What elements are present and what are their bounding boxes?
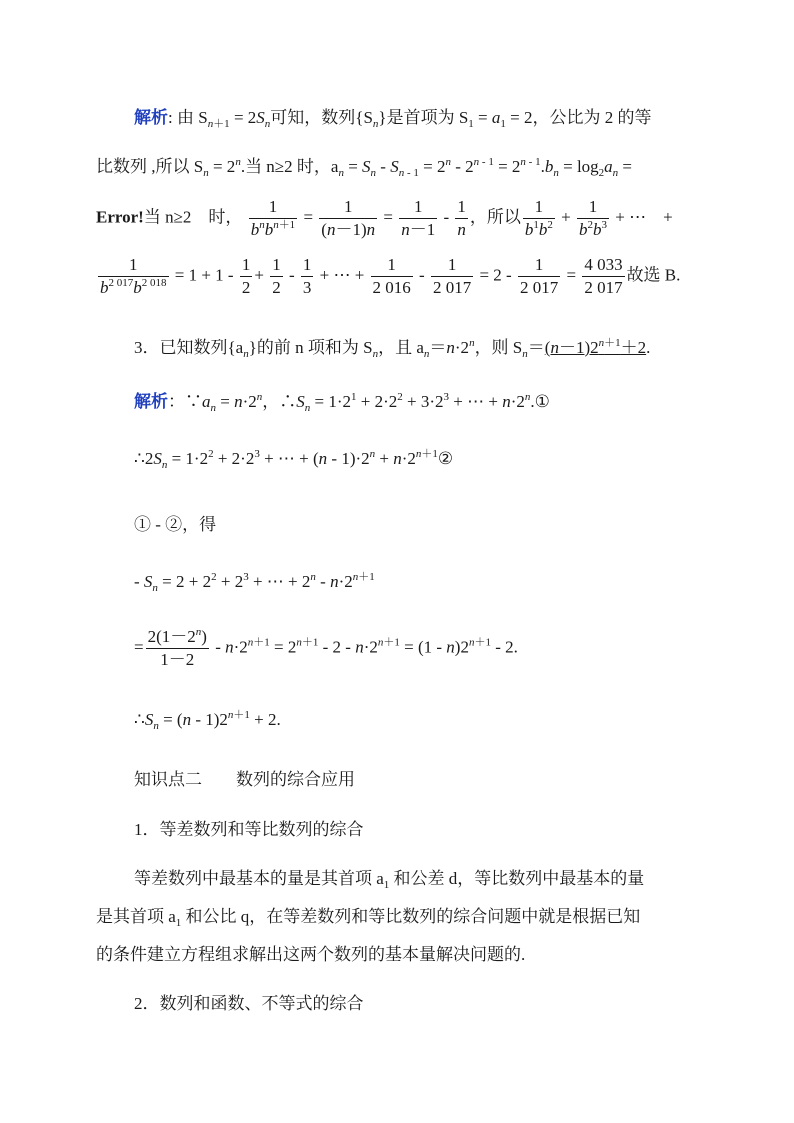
fraction: $\frac{1}{2 017}$ xyxy=(432,255,472,297)
problem-3: 3．已知数列$\{a_n\}$的前 n 项和为 $S_n$，且 $a_n=n\cdot 2^n$，则 $S_n=(n-1)2^{n+1}+2$. xyxy=(134,337,651,360)
fraction: $\frac{1}{b^{2 017}b^{2 018}}$ xyxy=(100,255,167,297)
paragraph-line-1: 等差数列中最基本的量是其首项 $a_1$ 和公差 d，等比数列中最基本的量 xyxy=(134,869,645,891)
solution-line-11: $\therefore S_n = (n - 1)2^{n+1} + 2$. xyxy=(134,709,281,732)
solution-line-6: 解析：$\because a_n = n\cdot 2^n$，$\therefore S_n = 1\cdot 2^1 + 2\cdot 2^2 + 3\cdot 2^3$ + ⋯ + $n\cdot 2^n.①$ xyxy=(134,391,550,414)
solution-line-2: 比数列 ,所以 $S_n = 2^n$.当 n≥2 时，$a_n = S_n - S_{n - 1} = 2^n - 2^{n - 1} = 2^{n - 1}.b_n = \log_2a_n$ = xyxy=(96,156,633,179)
subsection-2-title: 2．数列和函数、不等式的综合 xyxy=(134,994,364,1013)
fraction: $\frac{1}{2 016}$ xyxy=(372,255,411,297)
solution-line-3: Error!当 n≥2 时， $\frac{1}{b^nb^{n+1}}$ = $\frac{1}{(n-1)n}$ = $\frac{1}{n-1}$ - $\frac{1}{n}$ ，所以 $\frac{1}{b^1b^2}$ + $\frac{1}{b^2b^3}$ + ⋯ + xyxy=(96,197,673,239)
subsection-1-title: 1．等差数列和等比数列的综合 xyxy=(134,820,364,839)
solution-line-1: 解析: 由 $S_{n+1} = 2S_n$可知，数列$\{S_n\}$是首项为 $S_1 = a_1 = 2$，公比为 2 的等 xyxy=(134,108,652,130)
solution-line-8: ① - ②，得 xyxy=(134,515,217,534)
solution-line-4: $\frac{1}{b^{2 017}b^{2 018}}$ = 1 + 1 - $\frac{1}{2}$ + $\frac{1}{2}$ - $\frac{1}{3}$ + ⋯ + $\frac{1}{2 016}$ - $\frac{1}{2 017}$ = 2 - $\frac{1}{2 017}$ = $\frac{4 033}{2 017}$ 故选 B. xyxy=(100,255,681,297)
solution-label-2: 解析 xyxy=(134,392,168,411)
fraction: $\frac{1}{b^nb^{n+1}}$ xyxy=(250,197,296,239)
fraction: $\frac{1}{(n-1)n}$ xyxy=(321,197,376,239)
solution-line-10: = $\frac{2(1-2^n)}{1-2}$ - $n\cdot 2^{n+1} = 2^{n+1} - 2 - n\cdot 2^{n+1} = (1 - n)2^{n+1} - 2$. xyxy=(134,626,518,669)
solution-line-7: $\therefore 2S_n = 1\cdot 2^2 + 2\cdot 2^3$ + ⋯ + $(n - 1)\cdot 2^n$ + $n\cdot 2^{n+1}②$ xyxy=(134,448,454,471)
solution-label: 解析 xyxy=(134,108,168,127)
fraction: $\frac{1}{n-1}$ xyxy=(401,197,436,239)
fraction: $\frac{1}{n}$ xyxy=(457,197,466,239)
section-heading: 知识点二 数列的综合应用 xyxy=(134,770,355,789)
fraction: $\frac{1}{2}$ xyxy=(272,255,281,297)
paragraph-line-2: 是其首项 $a_1$ 和公比 q，在等差数列和等比数列的综合问题中就是根据已知 xyxy=(96,907,641,929)
fraction: $\frac{4 033}{2 017}$ xyxy=(584,255,623,297)
fraction: $\frac{2(1-2^n)}{1-2}$ xyxy=(147,626,207,669)
fraction: $\frac{1}{3}$ xyxy=(302,255,312,297)
paragraph-line-3: 的条件建立方程组求解出这两个数列的基本量解决问题的. xyxy=(96,945,526,964)
fraction: $\frac{1}{2}$ xyxy=(241,255,251,297)
solution-line-9: - $S_n = 2 + 2^2 + 2^3$ + ⋯ + $2^n - n\cdot 2^{n+1}$ xyxy=(134,571,375,594)
fraction: $\frac{1}{2 017}$ xyxy=(519,255,559,297)
fraction: $\frac{1}{b^2b^3}$ xyxy=(578,197,607,239)
fraction: $\frac{1}{b^1b^2}$ xyxy=(524,197,553,239)
